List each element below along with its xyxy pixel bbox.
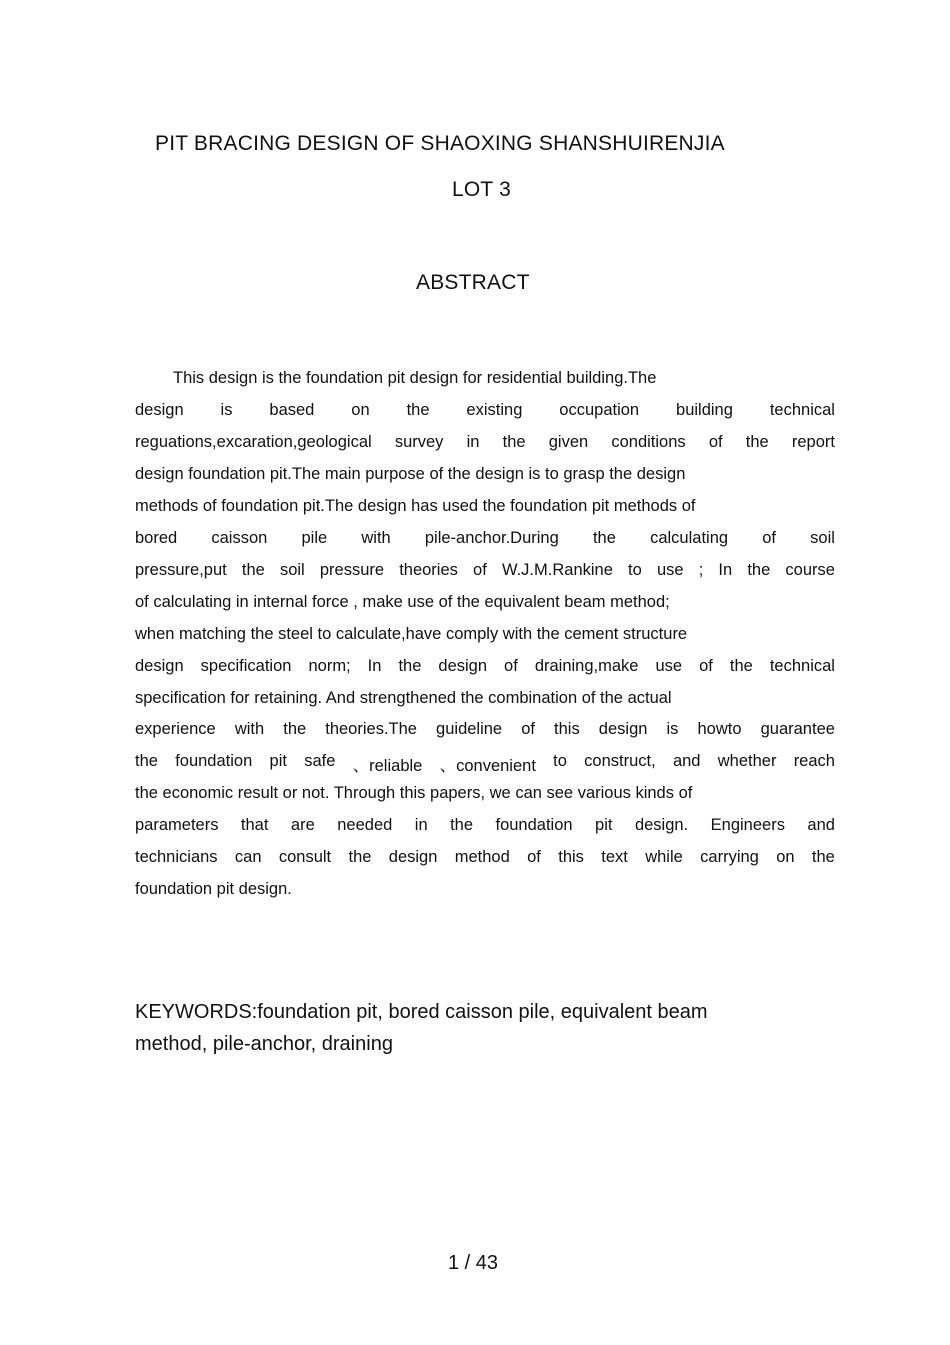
keywords-line-1: KEYWORDS:foundation pit, bored caisson pile, equivalent beam bbox=[135, 1001, 708, 1023]
abstract-word: conditions bbox=[611, 432, 686, 451]
abstract-word: the bbox=[729, 656, 753, 675]
abstract-word: carrying bbox=[700, 848, 759, 867]
abstract-word: with bbox=[361, 528, 391, 547]
abstract-line bbox=[135, 561, 835, 580]
abstract-word: the bbox=[283, 720, 307, 739]
abstract-word: the bbox=[348, 848, 372, 867]
abstract-line: specification for retaining. And strengthened the combination of the actual bbox=[135, 688, 672, 707]
abstract-word: design. bbox=[634, 816, 689, 835]
abstract-word: safe bbox=[304, 752, 336, 771]
abstract-word: can bbox=[234, 848, 262, 867]
abstract-line bbox=[135, 529, 835, 548]
abstract-word: the bbox=[450, 816, 474, 835]
abstract-line bbox=[135, 433, 835, 452]
abstract-word: of bbox=[504, 656, 518, 675]
abstract-word: construct, bbox=[584, 752, 656, 771]
abstract-word: parameters bbox=[135, 816, 219, 835]
abstract-word: given bbox=[548, 432, 589, 451]
abstract-word: 、convenient bbox=[439, 757, 536, 776]
abstract-word: foundation bbox=[495, 816, 573, 835]
abstract-word: foundation bbox=[175, 752, 253, 771]
abstract-word: pile-anchor.During bbox=[424, 528, 559, 547]
abstract-word: survey bbox=[394, 432, 444, 451]
abstract-word: occupation bbox=[559, 400, 640, 419]
abstract-word: ; bbox=[698, 560, 704, 579]
abstract-word: are bbox=[290, 816, 315, 835]
abstract-line: when matching the steel to calculate,have comply with the cement structure bbox=[135, 624, 688, 643]
abstract-word: the bbox=[241, 560, 265, 579]
abstract-word: of bbox=[527, 848, 541, 867]
abstract-word: theories.The bbox=[325, 720, 417, 739]
abstract-word: based bbox=[269, 400, 315, 419]
abstract-word: in bbox=[414, 816, 428, 835]
abstract-word: Engineers bbox=[710, 816, 785, 835]
abstract-word: is bbox=[220, 400, 233, 419]
abstract-word: of bbox=[708, 432, 723, 451]
abstract-word: of bbox=[699, 656, 713, 675]
abstract-word: method bbox=[454, 848, 510, 867]
abstract-word: existing bbox=[466, 400, 523, 419]
abstract-word: technical bbox=[769, 656, 835, 675]
abstract-word: pressure,put bbox=[135, 560, 227, 579]
abstract-word: while bbox=[645, 848, 683, 867]
abstract-line bbox=[135, 720, 835, 739]
abstract-word: this bbox=[558, 848, 584, 867]
abstract-word: In bbox=[367, 656, 382, 675]
abstract-word: reach bbox=[793, 752, 835, 771]
abstract-word: bored bbox=[135, 528, 178, 547]
abstract-word: this bbox=[554, 720, 580, 739]
abstract-word: the bbox=[398, 656, 422, 675]
abstract-word: guideline bbox=[436, 720, 503, 739]
abstract-word: is bbox=[666, 720, 679, 739]
keywords-line-2: method, pile-anchor, draining bbox=[135, 1033, 393, 1055]
abstract-heading: ABSTRACT bbox=[416, 271, 530, 294]
abstract-word: the bbox=[811, 848, 835, 867]
abstract-word: course bbox=[785, 560, 835, 579]
abstract-word: use bbox=[656, 560, 684, 579]
abstract-word: consult bbox=[278, 848, 332, 867]
abstract-word: of bbox=[762, 528, 776, 547]
abstract-line: This design is the foundation pit design for residential building.The bbox=[173, 369, 657, 387]
abstract-word: on bbox=[776, 848, 795, 867]
abstract-line: foundation pit design. bbox=[135, 880, 292, 899]
abstract-line: design foundation pit.The main purpose of the design is to grasp the design bbox=[135, 464, 686, 483]
abstract-word: W.J.M.Rankine bbox=[501, 560, 613, 579]
abstract-word: In bbox=[718, 560, 733, 579]
abstract-word: to bbox=[628, 560, 642, 579]
abstract-word: pile bbox=[301, 528, 328, 547]
abstract-word: caisson bbox=[211, 528, 268, 547]
abstract-word: specification bbox=[200, 656, 292, 675]
abstract-word: needed bbox=[337, 816, 393, 835]
abstract-word: soil bbox=[810, 528, 835, 547]
abstract-word: design bbox=[135, 400, 184, 419]
abstract-word: and bbox=[807, 816, 835, 835]
abstract-word: on bbox=[351, 400, 370, 419]
abstract-word: norm; bbox=[308, 656, 351, 675]
abstract-word: pit bbox=[595, 816, 613, 835]
abstract-word: use bbox=[655, 656, 683, 675]
abstract-word: design bbox=[438, 656, 488, 675]
abstract-word: building bbox=[676, 400, 733, 419]
abstract-word: in bbox=[466, 432, 480, 451]
abstract-word: howto bbox=[697, 720, 742, 739]
abstract-line bbox=[135, 401, 835, 420]
abstract-word: 、reliable bbox=[352, 757, 423, 776]
document-title-line-1: PIT BRACING DESIGN OF SHAOXING SHANSHUIRENJIA bbox=[155, 132, 725, 155]
abstract-word: and bbox=[672, 752, 701, 771]
abstract-line: of calculating in internal force , make use of the equivalent beam method; bbox=[135, 592, 670, 611]
abstract-word: technical bbox=[769, 400, 835, 419]
abstract-word: the bbox=[406, 400, 430, 419]
abstract-word: design bbox=[388, 848, 438, 867]
abstract-word: soil bbox=[279, 560, 305, 579]
abstract-line: methods of foundation pit.The design has used the foundation pit methods of bbox=[135, 496, 696, 515]
abstract-word: the bbox=[745, 432, 769, 451]
abstract-word: text bbox=[601, 848, 628, 867]
abstract-line bbox=[135, 752, 835, 776]
abstract-word: pit bbox=[269, 752, 287, 771]
abstract-word: reguations,excaration,geological bbox=[135, 432, 372, 451]
abstract-word: pressure bbox=[319, 560, 385, 579]
abstract-word: of bbox=[521, 720, 535, 739]
abstract-word: calculating bbox=[650, 528, 729, 547]
page-number: 1 / 43 bbox=[448, 1252, 499, 1274]
abstract-word: the bbox=[592, 528, 616, 547]
abstract-word: theories bbox=[399, 560, 458, 579]
abstract-word: the bbox=[747, 560, 771, 579]
abstract-word: that bbox=[240, 816, 269, 835]
abstract-line bbox=[135, 816, 835, 835]
abstract-word: technicians bbox=[135, 848, 218, 867]
abstract-line: the economic result or not. Through this papers, we can see various kinds of bbox=[135, 784, 693, 803]
abstract-word: to bbox=[553, 752, 567, 771]
abstract-word: design bbox=[598, 720, 648, 739]
abstract-word: with bbox=[234, 720, 265, 739]
abstract-word: draining,make bbox=[534, 656, 639, 675]
abstract-word: report bbox=[791, 432, 835, 451]
abstract-line bbox=[135, 848, 835, 867]
document-title-line-2: LOT 3 bbox=[452, 178, 511, 201]
abstract-word: whether bbox=[717, 752, 777, 771]
abstract-word: design bbox=[135, 656, 184, 675]
abstract-word: of bbox=[473, 560, 487, 579]
abstract-word: guarantee bbox=[760, 720, 835, 739]
abstract-word: the bbox=[135, 752, 158, 771]
abstract-line bbox=[135, 657, 835, 676]
abstract-word: the bbox=[502, 432, 526, 451]
abstract-word: experience bbox=[135, 720, 216, 739]
